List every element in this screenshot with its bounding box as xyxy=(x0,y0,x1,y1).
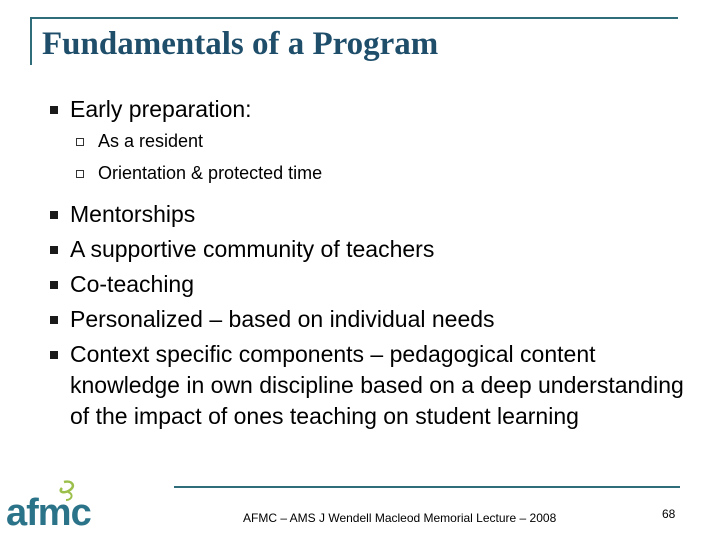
slide-title: Fundamentals of a Program xyxy=(42,26,439,62)
square-bullet-icon xyxy=(50,316,58,324)
sub-bullet-text: Orientation & protected time xyxy=(98,163,323,183)
bullet-item xyxy=(44,94,684,125)
sub-bullet-text: As a resident xyxy=(98,131,204,151)
square-bullet-icon xyxy=(50,246,58,254)
bullet-text: Early preparation: xyxy=(70,96,252,122)
square-bullet-icon xyxy=(50,106,58,114)
bullet-text: Co-teaching xyxy=(70,271,195,297)
footer-divider xyxy=(174,486,680,488)
title-frame-left-line xyxy=(30,17,32,65)
page-number: 68 xyxy=(662,507,676,521)
bullet-item xyxy=(44,199,684,230)
bullet-item xyxy=(44,304,684,335)
square-bullet-icon xyxy=(50,211,58,219)
bullet-list xyxy=(44,94,684,432)
bullet-item xyxy=(44,339,684,432)
footer-text: AFMC – AMS J Wendell Macleod Memorial Lecture – 2008 xyxy=(243,511,557,525)
bullet-text: Personalized – based on individual needs xyxy=(70,306,495,332)
afmc-logo xyxy=(6,478,116,536)
sub-bullet-item xyxy=(44,157,684,189)
hollow-square-bullet-icon xyxy=(76,170,84,178)
square-bullet-icon xyxy=(50,281,58,289)
bullet-item xyxy=(44,234,684,265)
square-bullet-icon xyxy=(50,351,58,359)
bullet-item xyxy=(44,269,684,300)
logo-text: afmc xyxy=(6,492,91,534)
bullet-text: A supportive community of teachers xyxy=(70,236,435,262)
hollow-square-bullet-icon xyxy=(76,138,84,146)
title-frame-top-line xyxy=(30,17,678,19)
sub-bullet-list xyxy=(44,125,684,189)
bullet-text: Mentorships xyxy=(70,201,196,227)
sub-bullet-item xyxy=(44,125,684,157)
bullet-text: Context specific components – pedagogical content knowledge in own discipline based on a deep understanding of the impact of ones teaching on student learning xyxy=(70,341,684,429)
